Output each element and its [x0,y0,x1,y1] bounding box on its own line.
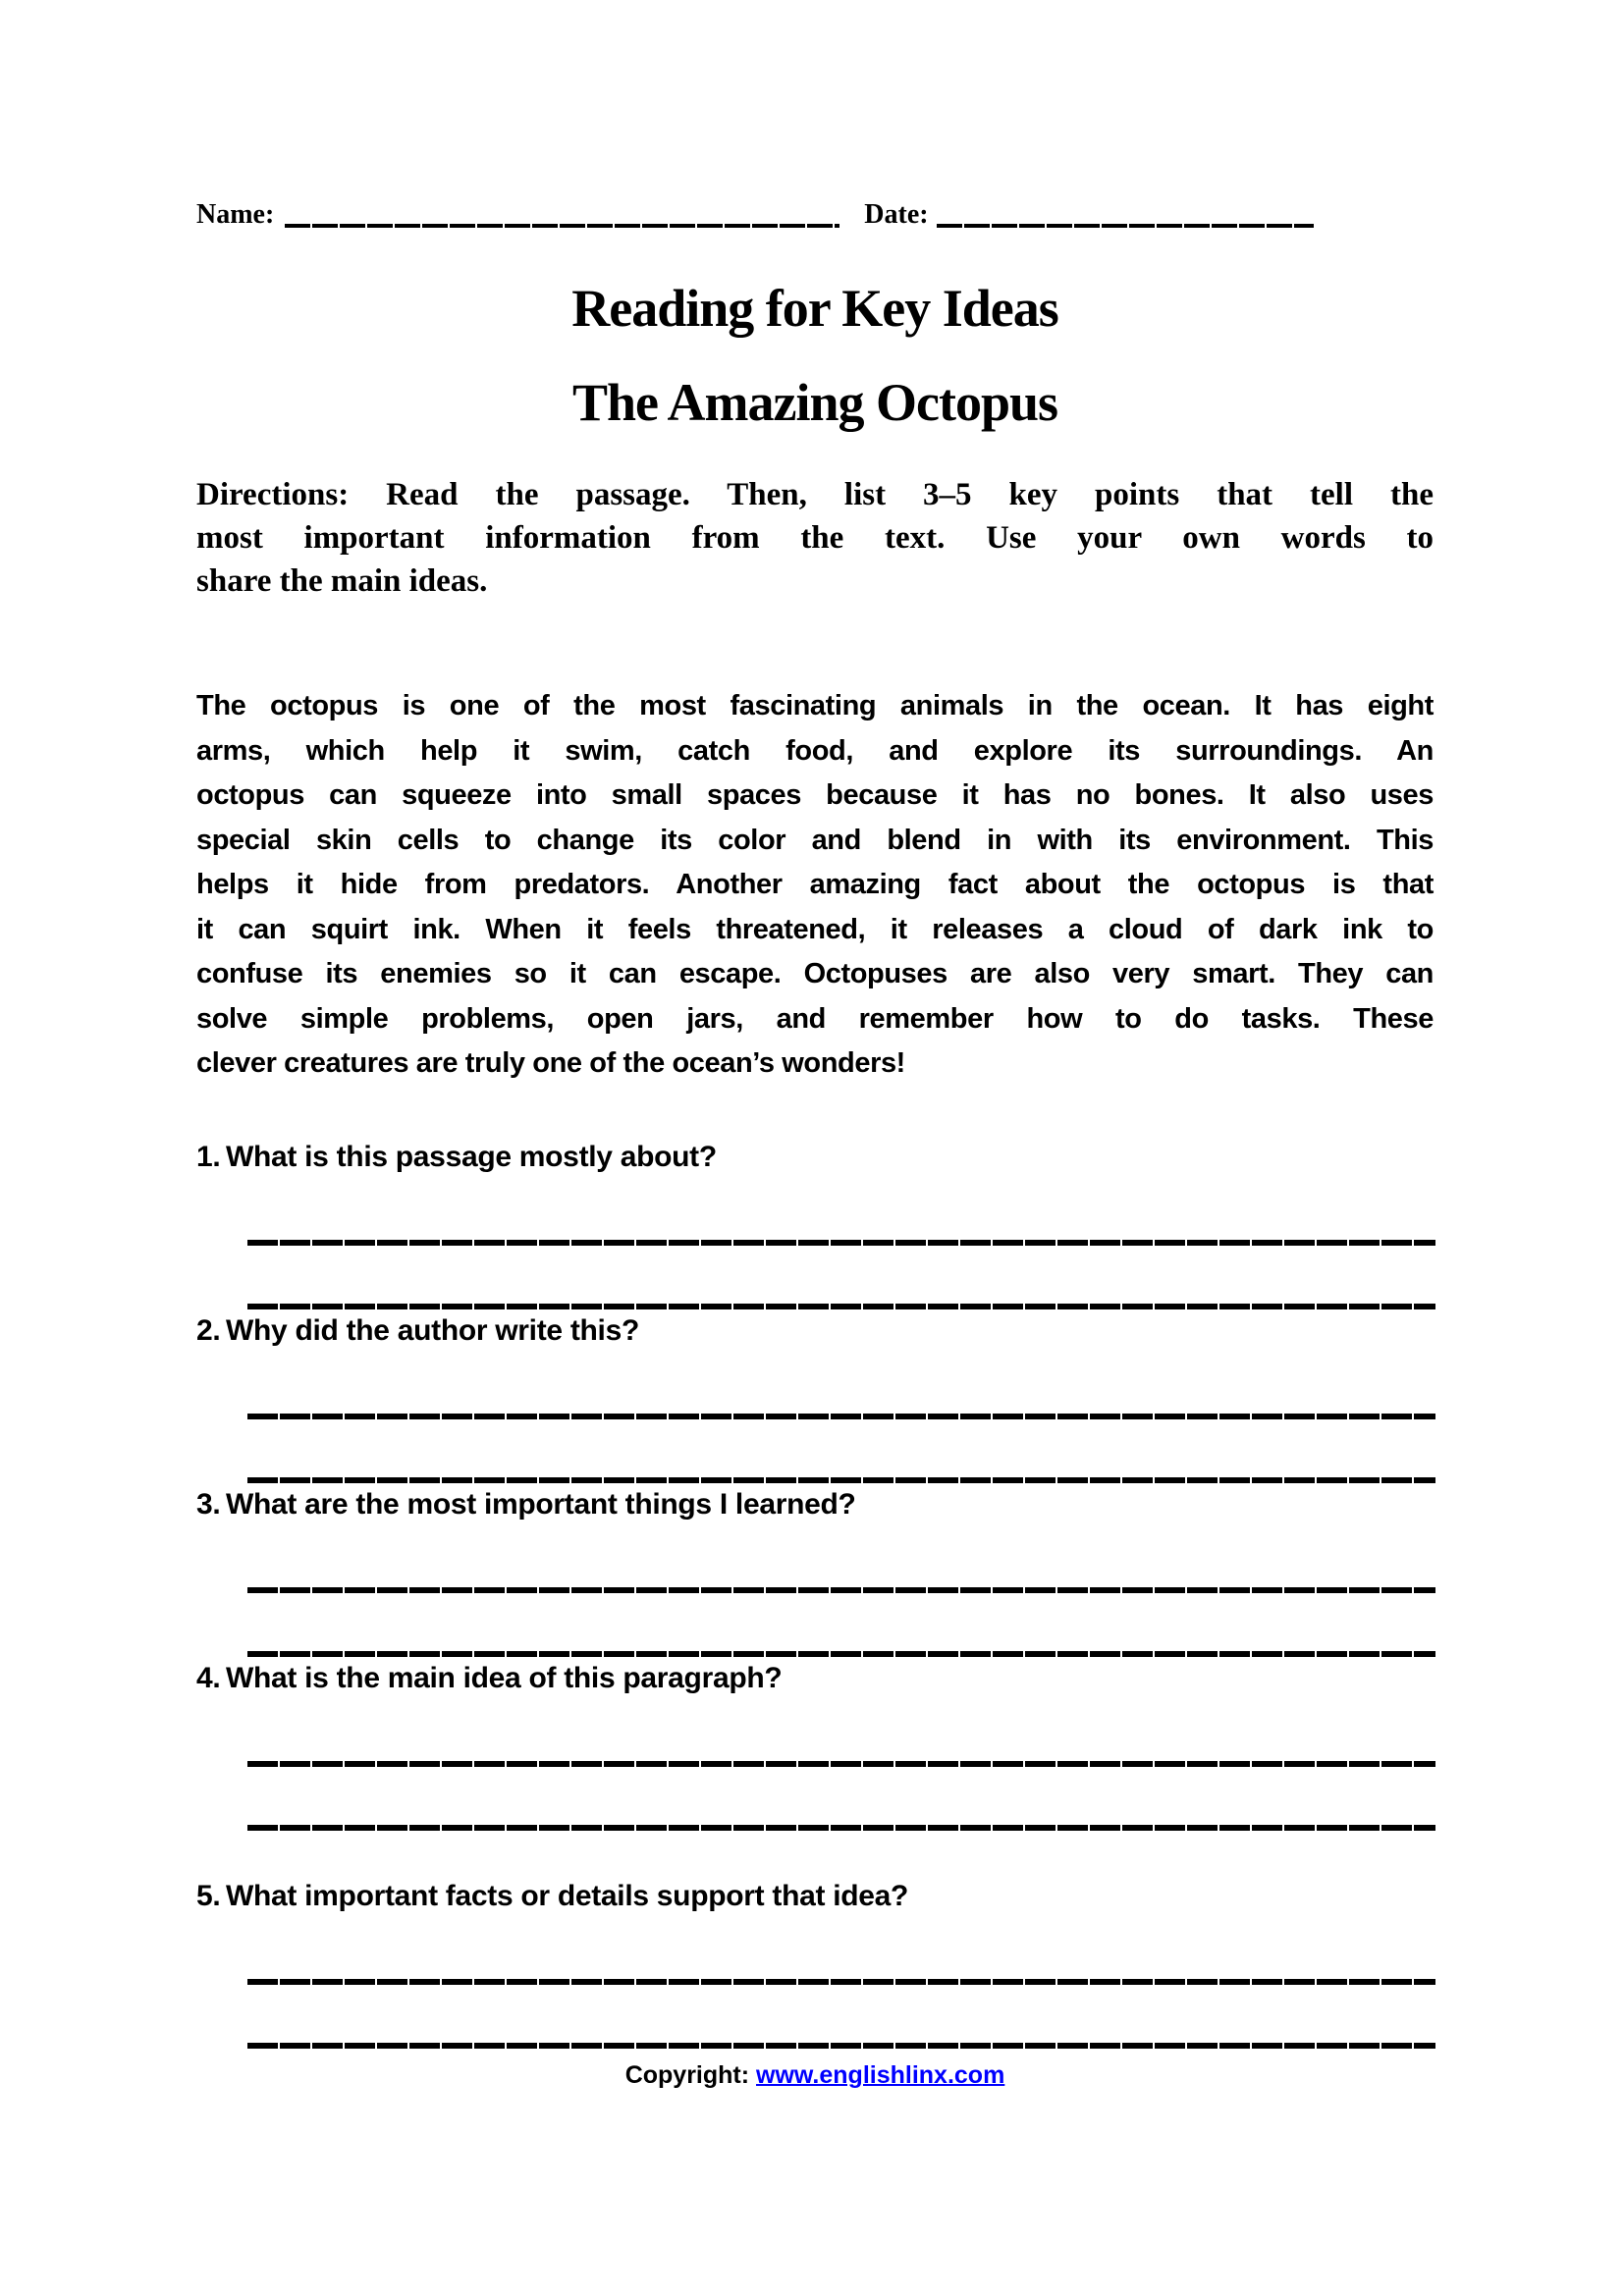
question-text: What is the main idea of this paragraph? [226,1661,783,1694]
answer-line [247,1304,1435,1309]
question-5 [196,1877,1434,2049]
date-blank-line [937,224,1314,228]
copyright-label: Copyright: [624,2060,750,2089]
passage-line: octopus can squeeze into small spaces because it has no bones. It also uses [196,779,1434,811]
question-number: 4. [196,1661,221,1694]
directions-line: Directions: Read the passage. Then, list 3–5 key points that tell the [196,477,1434,512]
directions-line: share the main ideas. [196,563,488,599]
question-text: What important facts or details support that idea? [226,1879,909,1912]
question-2 [196,1311,1434,1483]
question-row [196,1485,1434,1524]
copyright-link[interactable]: www.englishlinx.com [756,2060,1005,2089]
question-row [196,1659,1434,1698]
question-text: What is this passage mostly about? [226,1140,717,1173]
directions-line: most important information from the text. Use your own words to [196,520,1434,556]
question-text: Why did the author write this? [226,1313,639,1347]
passage-line: arms, which help it swim, catch food, and explore its surroundings. An [196,734,1434,767]
question-row [196,1311,1434,1351]
answer-line [247,1587,1435,1593]
question-number: 5. [196,1879,221,1912]
answer-line [247,1825,1435,1831]
answer-line [247,1979,1435,1985]
name-date-row [196,198,1434,232]
answer-line [247,1240,1435,1246]
name-blank-line [285,224,839,228]
question-number: 1. [196,1140,221,1173]
question-row [196,1877,1434,1916]
question-text: What are the most important things I learned? [226,1487,856,1521]
directions-text [196,473,1434,603]
passage-line: clever creatures are truly one of the ocean’s wonders! [196,1047,905,1079]
passage-line: it can squirt ink. When it feels threatened, it releases a cloud of dark ink to [196,913,1434,945]
question-row [196,1138,1434,1177]
passage-line: solve simple problems, open jars, and remember how to do tasks. These [196,1002,1434,1035]
answer-line [247,1761,1435,1767]
question-number: 2. [196,1313,221,1347]
passage-line: The octopus is one of the most fascinating animals in the ocean. It has eight [196,690,1434,721]
date-label: Date: [864,199,929,230]
page-title: Reading for Key Ideas [571,279,1058,338]
passage-text [196,684,1434,1087]
question-4 [196,1659,1434,1831]
passage-line: special skin cells to change its color and blend in with its environment. This [196,824,1434,856]
page-subtitle: The Amazing Octopus [571,373,1058,432]
answer-line [247,1477,1435,1483]
name-label: Name: [196,199,275,230]
passage-line: helps it hide from predators. Another amazing fact about the octopus is that [196,869,1434,900]
answer-line [247,2043,1435,2049]
answer-line [247,1414,1435,1419]
answer-line [247,1651,1435,1657]
question-1 [196,1138,1434,1309]
question-3 [196,1485,1434,1657]
question-number: 3. [196,1487,221,1521]
footer [196,2060,1434,2090]
passage-line: confuse its enemies so it can escape. Octopuses are also very smart. They can [196,958,1434,989]
